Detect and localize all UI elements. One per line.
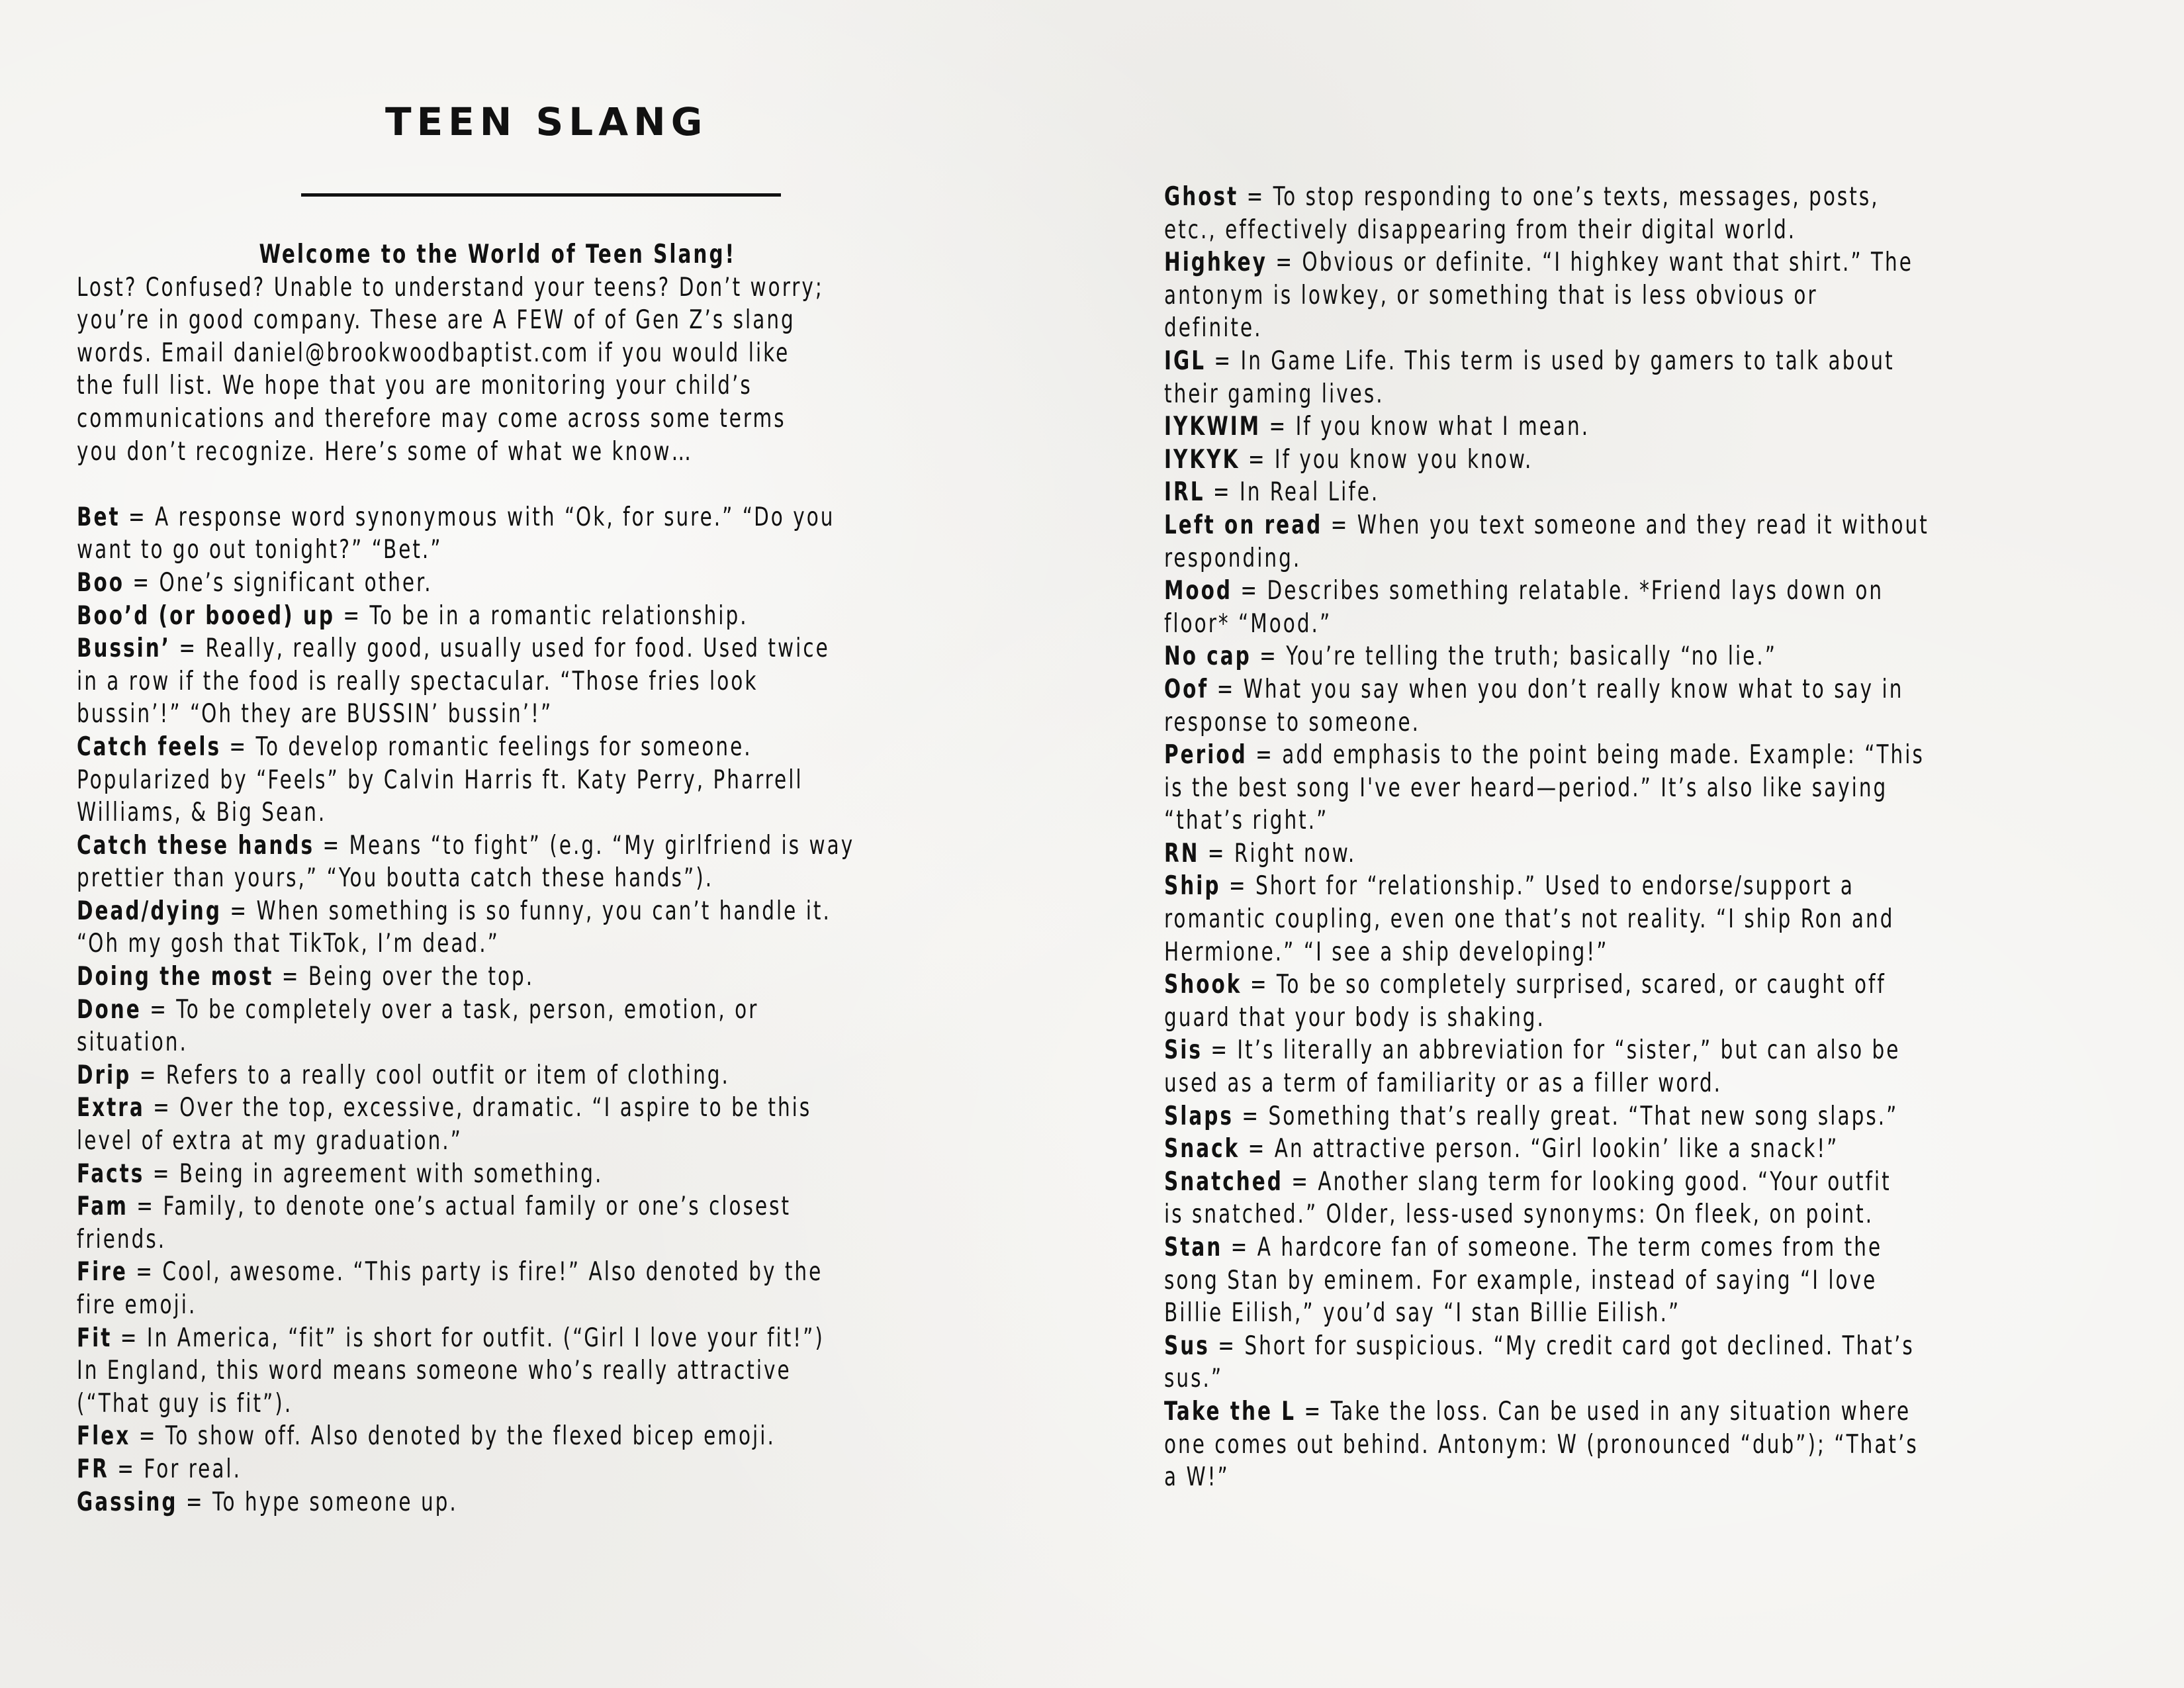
entry-first-line (77, 1256, 1017, 1289)
definition-continued-line: Popularized by “Feels” by Calvin Harris ft. Katy Perry, Pharrell (77, 765, 803, 795)
slang-term: Mood (1164, 576, 1233, 606)
slang-term: Shook (1164, 970, 1242, 1000)
slang-definition: You’re telling the truth; basically “no lie.” (1286, 641, 1777, 672)
intro-line: you don’t recognize. Here’s some of what we know… (77, 436, 694, 467)
entry-first-line (1164, 509, 2098, 542)
glossary-entry (1164, 1231, 2098, 1330)
equals-sign: = (144, 1158, 179, 1189)
equals-sign: = (1199, 838, 1234, 868)
glossary-entry (1164, 968, 2098, 1034)
slang-term: Done (77, 994, 142, 1025)
definition-continued-line: Billie Eilish,” you’d say “I stan Billie Eilish.” (1164, 1298, 1681, 1329)
definition-continued-line: In England, this word means someone who’s really attractive (77, 1356, 792, 1386)
intro-line: Lost? Confused? Unable to understand your teens? Don’t worry; (77, 272, 824, 303)
slang-definition: Right now. (1234, 838, 1357, 868)
slang-definition: In America, “fit” is short for outfit. (“Girl I love your fit!”) (146, 1323, 825, 1353)
equals-sign: = (1202, 1035, 1238, 1066)
definition-continued-line: etc., effectively disappearing from their digital world. (1164, 214, 1797, 245)
equals-sign: = (1261, 412, 1296, 442)
intro-line: communications and therefore may come across some terms (77, 403, 786, 434)
slang-term: Fit (77, 1323, 113, 1353)
slang-definition: Really, really good, usually used for food. Used twice (205, 633, 830, 664)
definition-continued-line: want to go out tonight?” “Bet.” (77, 535, 443, 565)
slang-term: FR (77, 1454, 109, 1484)
glossary-entry (77, 501, 1017, 567)
slang-term: Slaps (1164, 1101, 1234, 1131)
entry-first-line (77, 994, 1017, 1027)
equals-sign: = (1242, 970, 1277, 1000)
slang-definition: Means “to fight” (e.g. “My girlfriend is way (349, 830, 855, 861)
equals-sign: = (1296, 1396, 1331, 1427)
definition-continued-line: song Stan by eminem. For example, instead of saying “I love (1164, 1265, 1878, 1295)
entry-first-line (77, 632, 1017, 665)
entry-first-line (77, 600, 1017, 633)
definition-continued-line: romantic coupling, even one that’s not reality. “I ship Ron and (1164, 904, 1895, 935)
slang-definition: Short for suspicious. “My credit card got declined. That’s (1244, 1331, 1915, 1361)
slang-definition: To stop responding to one’s texts, messages, posts, (1273, 182, 1880, 212)
definition-continued-line: definite. (1164, 313, 1263, 344)
definition-continued-line: response to someone. (1164, 707, 1421, 737)
entry-first-line (77, 1092, 1017, 1125)
glossary-entry (1164, 1166, 2098, 1231)
equals-sign: = (1322, 510, 1357, 540)
slang-term: Stan (1164, 1233, 1223, 1262)
definition-continued-line: Williams, & Big Sean. (77, 798, 327, 828)
slang-definition: When something is so funny, you can’t handle it. (256, 896, 831, 926)
intro-paragraph (77, 271, 1017, 469)
glossary-entry (77, 1420, 1017, 1453)
slang-definition: In Real Life. (1240, 477, 1380, 508)
slang-definition: A response word synonymous with “Ok, for sure.” “Do you (155, 502, 835, 532)
slang-term: Fire (77, 1257, 128, 1288)
slang-definition: Describes something relatable. *Friend lays down on (1267, 576, 1884, 606)
glossary-entry (77, 1158, 1017, 1191)
equals-sign: = (131, 1060, 166, 1090)
glossary-entry (1164, 1330, 2098, 1395)
entry-first-line (77, 961, 1017, 994)
slang-term: Left on read (1164, 510, 1323, 540)
definition-continued-line: level of extra at my graduation.” (77, 1126, 463, 1156)
definition-continued-line: a W!” (1164, 1462, 1230, 1493)
slang-definition: Something that’s really great. “That new song slaps.” (1268, 1101, 1899, 1131)
slang-definition: An attractive person. “Girl lookin’ like a snack!” (1274, 1134, 1839, 1164)
slang-term: Bussin’ (77, 633, 171, 664)
glossary-entry (77, 1059, 1017, 1092)
equals-sign: = (1233, 1101, 1269, 1131)
slang-term: IYKWIM (1164, 412, 1261, 442)
glossary-entry (1164, 837, 2098, 870)
entry-first-line (1164, 640, 2098, 673)
slang-definition: Short for “relationship.” Used to endorse/support a (1255, 871, 1854, 902)
slang-term: Drip (77, 1060, 132, 1090)
glossary-entry (77, 829, 1017, 895)
slang-term: Highkey (1164, 248, 1267, 278)
equals-sign: = (1208, 674, 1244, 704)
entry-first-line (1164, 968, 2098, 1002)
slang-definition: To be so completely surprised, scared, or caught off (1276, 970, 1886, 1000)
definition-continued-line: bussin’!” “Oh they are BUSSIN’ bussin’!” (77, 699, 553, 729)
slang-definition: Being in agreement with something. (179, 1158, 604, 1189)
slang-definition: Family, to denote one’s actual family or one’s closest (163, 1192, 792, 1222)
entry-first-line (1164, 870, 2098, 903)
entry-first-line (1164, 444, 2098, 477)
glossary-entry (1164, 1395, 2098, 1494)
glossary-entry (1164, 673, 2098, 739)
slang-definition: Cool, awesome. “This party is fire!” Also denoted by the (162, 1257, 823, 1288)
right-column (1164, 181, 2098, 1494)
slang-definition: In Game Life. This term is used by gamers to talk about (1240, 346, 1895, 376)
glossary-entry (1164, 1133, 2098, 1166)
left-glossary-list (77, 501, 1017, 1519)
glossary-entry (77, 1092, 1017, 1157)
intro-line: words. Email daniel@brookwoodbaptist.com if you would like (77, 338, 790, 368)
equals-sign: = (1209, 1331, 1245, 1361)
entry-first-line (1164, 1330, 2098, 1363)
equals-sign: = (334, 600, 370, 631)
slang-term: Facts (77, 1158, 145, 1189)
slang-term: Catch feels (77, 731, 222, 762)
slang-term: Flex (77, 1421, 131, 1452)
slang-term: Doing the most (77, 962, 274, 992)
slang-definition: To be completely over a task, person, emotion, or (176, 994, 759, 1025)
glossary-entry (1164, 640, 2098, 673)
equals-sign: = (1232, 576, 1267, 606)
slang-term: Take the L (1164, 1396, 1297, 1427)
definition-continued-line: their gaming lives. (1164, 379, 1385, 409)
entry-first-line (1164, 1133, 2098, 1166)
entry-first-line (1164, 1034, 2098, 1067)
left-column (77, 238, 1017, 1519)
entry-first-line (77, 829, 1017, 863)
glossary-entry (77, 567, 1017, 600)
glossary-entry (77, 961, 1017, 994)
slang-definition: Another slang term for looking good. “Your outfit (1318, 1166, 1891, 1197)
entry-first-line (1164, 739, 2098, 772)
slang-definition: A hardcore fan of someone. The term comes from the (1257, 1233, 1883, 1262)
equals-sign: = (127, 1257, 163, 1288)
definition-continued-line: “that’s right.” (1164, 806, 1329, 836)
definition-continued-line: antonym is lowkey, or something that is less obvious or (1164, 280, 1818, 310)
intro-line: the full list. We hope that you are monitoring your child’s (77, 371, 752, 401)
entry-first-line (1164, 837, 2098, 870)
slang-term: IRL (1164, 477, 1205, 508)
definition-continued-line: “Oh my gosh that TikTok, I’m dead.” (77, 929, 500, 959)
definition-continued-line: one comes out behind. Antonym: W (pronounced “dub”); “That’s (1164, 1429, 1919, 1460)
slang-term: Sus (1164, 1331, 1210, 1361)
slang-term: Extra (77, 1093, 145, 1123)
equals-sign: = (1240, 1134, 1275, 1164)
entry-first-line (77, 1453, 1017, 1486)
equals-sign: = (314, 830, 349, 861)
definition-continued-line: situation. (77, 1027, 188, 1058)
slang-term: Catch these hands (77, 830, 315, 861)
title-divider (301, 193, 781, 197)
equals-sign: = (221, 731, 256, 762)
right-glossary-list (1164, 181, 2098, 1494)
slang-term: Boo’d (or booed) up (77, 600, 335, 631)
equals-sign: = (170, 633, 206, 664)
equals-sign: = (120, 502, 156, 532)
glossary-entry (77, 1256, 1017, 1321)
definition-continued-line: used as a term of familiarity or as a filler word. (1164, 1068, 1723, 1099)
glossary-entry (1164, 575, 2098, 640)
glossary-entry (1164, 444, 2098, 477)
glossary-entry (77, 632, 1017, 731)
equals-sign: = (221, 896, 257, 926)
slang-term: Dead/dying (77, 896, 222, 926)
glossary-entry (1164, 1034, 2098, 1100)
slang-term: IYKYK (1164, 444, 1240, 475)
definition-continued-line: friends. (77, 1224, 167, 1254)
entry-first-line (1164, 410, 2098, 444)
slang-definition: When you text someone and they read it without (1357, 510, 1929, 540)
glossary-entry (77, 1190, 1017, 1256)
entry-first-line (77, 501, 1017, 534)
glossary-entry (1164, 476, 2098, 509)
slang-definition: If you know what I mean. (1295, 412, 1590, 442)
slang-term: IGL (1164, 346, 1206, 376)
slang-definition: add emphasis to the point being made. Example: “This (1282, 740, 1925, 771)
slang-definition: If you know you know. (1274, 444, 1533, 475)
equals-sign: = (1240, 444, 1275, 475)
glossary-entry (77, 1453, 1017, 1486)
slang-term: Ship (1164, 871, 1221, 902)
equals-sign: = (144, 1093, 180, 1123)
glossary-entry (77, 994, 1017, 1059)
equals-sign: = (177, 1487, 212, 1517)
glossary-entry (1164, 739, 2098, 837)
slang-term: Boo (77, 567, 125, 598)
intro-line: you’re in good company. These are A FEW of of Gen Z’s slang (77, 305, 796, 336)
slang-definition: Refers to a really cool outfit or item of clothing. (165, 1060, 730, 1090)
slang-definition: For real. (144, 1454, 242, 1484)
slang-definition: To hype someone up. (212, 1487, 458, 1517)
slang-definition: One’s significant other. (159, 567, 433, 598)
definition-continued-line: is snatched.” Older, less-used synonyms: On fleek, on point. (1164, 1199, 1874, 1230)
page-title: TEEN SLANG (385, 99, 708, 144)
equals-sign: = (1238, 182, 1273, 212)
equals-sign: = (1247, 740, 1283, 771)
slang-definition: Take the loss. Can be used in any situation where (1330, 1396, 1911, 1427)
equals-sign: = (128, 1192, 163, 1222)
definition-continued-line: floor* “Mood.” (1164, 608, 1332, 639)
entry-first-line (1164, 181, 2098, 214)
equals-sign: = (1251, 641, 1287, 672)
entry-first-line (1164, 575, 2098, 608)
equals-sign: = (273, 962, 308, 992)
slang-term: Gassing (77, 1487, 178, 1517)
entry-first-line (1164, 673, 2098, 706)
definition-continued-line: fire emoji. (77, 1290, 197, 1320)
slang-definition: Being over the top. (308, 962, 535, 992)
slang-term: Bet (77, 502, 120, 532)
equals-sign: = (1283, 1166, 1318, 1197)
entry-first-line (1164, 345, 2098, 378)
equals-sign: = (109, 1454, 144, 1484)
entry-first-line (1164, 1231, 2098, 1264)
slang-term: Period (1164, 740, 1248, 771)
entry-first-line (77, 1190, 1017, 1223)
slang-term: No cap (1164, 641, 1251, 672)
glossary-entry (1164, 870, 2098, 968)
entry-first-line (77, 731, 1017, 764)
equals-sign: = (1206, 346, 1241, 376)
slang-term: Ghost (1164, 182, 1239, 212)
entry-first-line (1164, 246, 2098, 279)
equals-sign: = (124, 567, 159, 598)
glossary-entry (1164, 345, 2098, 410)
entry-first-line (77, 1486, 1017, 1519)
definition-continued-line: in a row if the food is really spectacular. “Those fries look (77, 666, 758, 696)
glossary-entry (77, 600, 1017, 633)
entry-first-line (77, 895, 1017, 928)
entry-first-line (1164, 1100, 2098, 1133)
entry-first-line (1164, 476, 2098, 509)
slang-definition: It’s literally an abbreviation for “sister,” but can also be (1237, 1035, 1901, 1066)
slang-term: Snatched (1164, 1166, 1283, 1197)
entry-first-line (77, 1059, 1017, 1092)
definition-continued-line: prettier than yours,” “You boutta catch these hands”). (77, 863, 714, 894)
slang-definition: Obvious or definite. “I highkey want that shirt.” The (1302, 248, 1913, 278)
entry-first-line (77, 1322, 1017, 1355)
slang-definition: To develop romantic feelings for someone. (255, 731, 752, 762)
glossary-entry (77, 1486, 1017, 1519)
definition-continued-line: responding. (1164, 543, 1302, 573)
slang-definition: To be in a romantic relationship. (369, 600, 749, 631)
entry-first-line (77, 567, 1017, 600)
definition-continued-line: Hermione.” “I see a ship developing!” (1164, 937, 1609, 967)
entry-first-line (1164, 1166, 2098, 1199)
glossary-entry (1164, 1100, 2098, 1133)
definition-continued-line: (“That guy is fit”). (77, 1388, 293, 1419)
equals-sign: = (1222, 1233, 1257, 1262)
entry-first-line (1164, 1395, 2098, 1429)
slang-definition: To show off. Also denoted by the flexed bicep emoji. (165, 1421, 776, 1452)
slang-definition: Over the top, excessive, dramatic. “I aspire to be this (179, 1093, 812, 1123)
entry-first-line (77, 1158, 1017, 1191)
glossary-entry (77, 895, 1017, 961)
slang-term: Fam (77, 1192, 128, 1222)
welcome-heading: Welcome to the World of Teen Slang! (259, 240, 737, 269)
glossary-entry (1164, 246, 2098, 345)
slang-term: Snack (1164, 1134, 1240, 1164)
definition-continued-line: is the best song I've ever heard—period.” It’s also like saying (1164, 773, 1888, 803)
glossary-entry (1164, 410, 2098, 444)
equals-sign: = (1220, 871, 1255, 902)
equals-sign: = (112, 1323, 147, 1353)
glossary-entry (1164, 181, 2098, 246)
glossary-entry (77, 1322, 1017, 1421)
equals-sign: = (141, 994, 177, 1025)
definition-continued-line: sus.” (1164, 1364, 1224, 1394)
equals-sign: = (130, 1421, 165, 1452)
equals-sign: = (1267, 248, 1302, 278)
glossary-entry (1164, 509, 2098, 575)
slang-term: Sis (1164, 1035, 1203, 1066)
slang-definition: What you say when you don’t really know what to say in (1243, 674, 1904, 704)
equals-sign: = (1205, 477, 1240, 508)
definition-continued-line: guard that your body is shaking. (1164, 1002, 1545, 1033)
glossary-entry (77, 731, 1017, 829)
slang-term: Oof (1164, 674, 1209, 704)
slang-term: RN (1164, 838, 1200, 868)
entry-first-line (77, 1420, 1017, 1453)
